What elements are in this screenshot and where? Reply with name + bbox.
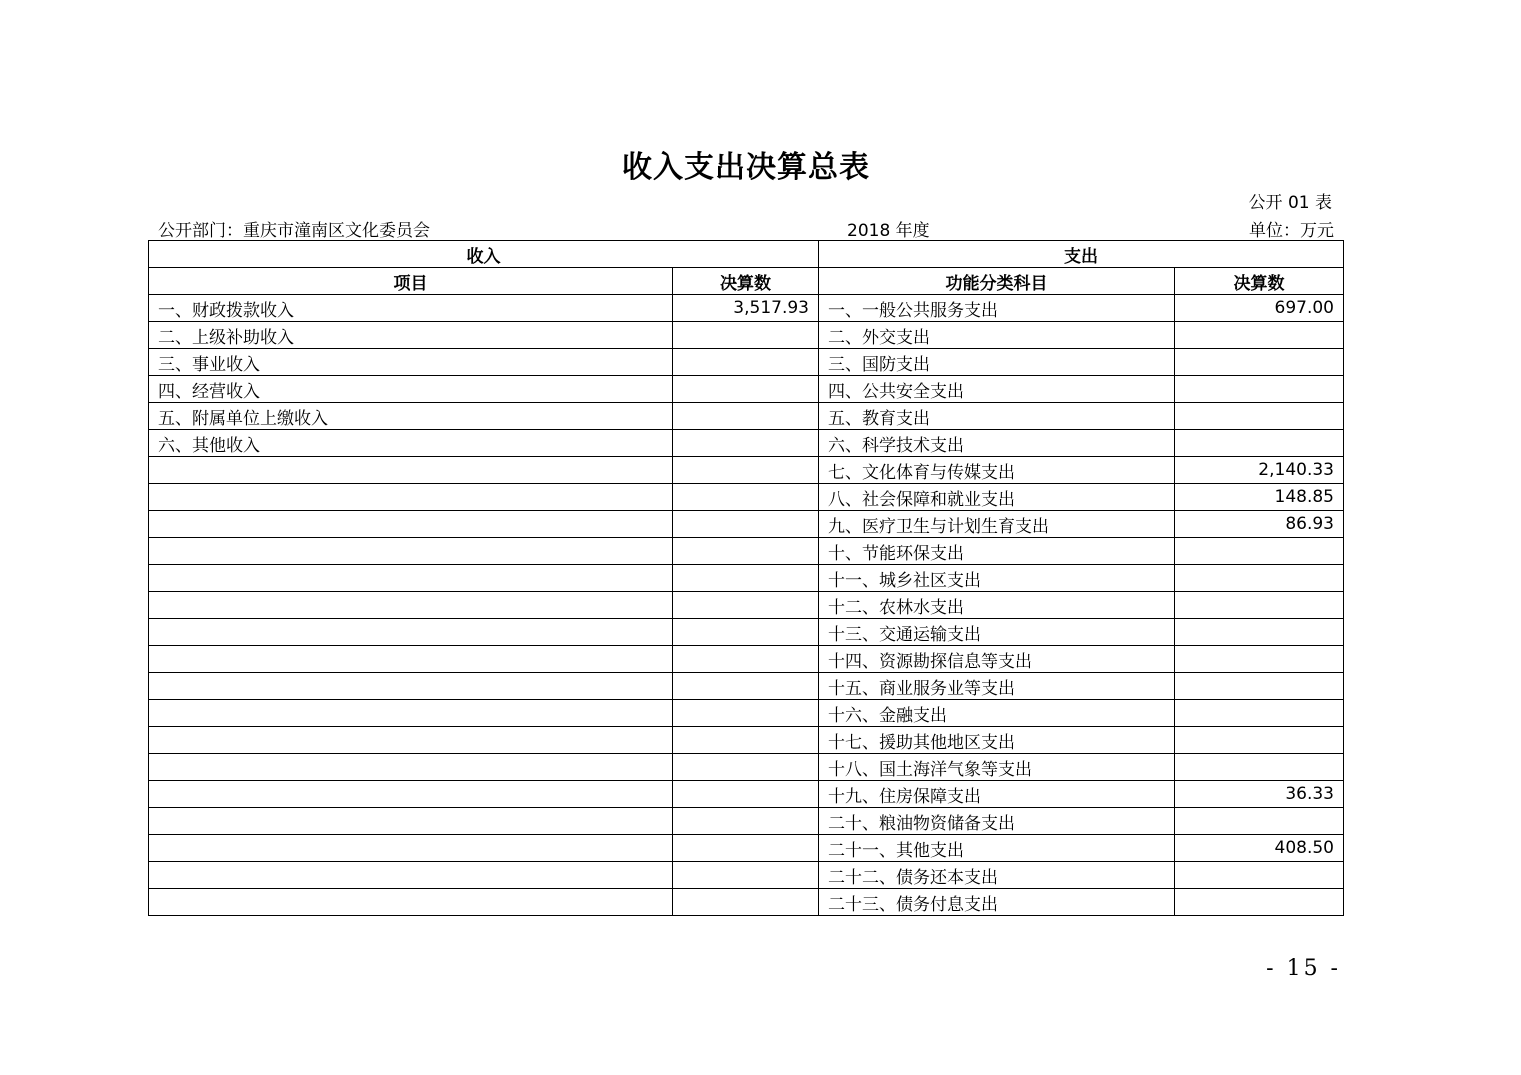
income-amount-cell bbox=[673, 484, 819, 511]
expense-amount-cell bbox=[1175, 403, 1344, 430]
table-row bbox=[149, 511, 1344, 538]
expense-item-cell: 十七、援助其他地区支出 bbox=[819, 727, 1175, 754]
table-row bbox=[149, 673, 1344, 700]
income-item-cell bbox=[149, 754, 673, 781]
expense-item-cell: 五、教育支出 bbox=[819, 403, 1175, 430]
table-row bbox=[149, 781, 1344, 808]
expense-item-cell: 十五、商业服务业等支出 bbox=[819, 673, 1175, 700]
table-row bbox=[149, 592, 1344, 619]
income-item-cell: 三、事业收入 bbox=[149, 349, 673, 376]
expense-item-cell: 二十三、债务付息支出 bbox=[819, 889, 1175, 916]
expense-amount-cell bbox=[1175, 592, 1344, 619]
income-item-cell bbox=[149, 781, 673, 808]
income-item-cell bbox=[149, 727, 673, 754]
expense-item-cell: 十八、国土海洋气象等支出 bbox=[819, 754, 1175, 781]
table-row bbox=[149, 484, 1344, 511]
expense-item-cell: 一、一般公共服务支出 bbox=[819, 295, 1175, 322]
income-item-cell bbox=[149, 700, 673, 727]
income-amount-cell bbox=[673, 808, 819, 835]
expense-item-cell: 九、医疗卫生与计划生育支出 bbox=[819, 511, 1175, 538]
income-amount-cell bbox=[673, 430, 819, 457]
income-item-cell bbox=[149, 646, 673, 673]
expense-amount-cell: 86.93 bbox=[1175, 511, 1344, 538]
income-amount-cell bbox=[673, 565, 819, 592]
income-amount-cell bbox=[673, 322, 819, 349]
income-amount-cell bbox=[673, 376, 819, 403]
table-row bbox=[149, 376, 1344, 403]
expense-item-cell: 十一、城乡社区支出 bbox=[819, 565, 1175, 592]
income-item-cell bbox=[149, 511, 673, 538]
table-row bbox=[149, 835, 1344, 862]
table-row bbox=[149, 430, 1344, 457]
table-row bbox=[149, 646, 1344, 673]
table-row bbox=[149, 889, 1344, 916]
income-item-cell bbox=[149, 592, 673, 619]
expense-amount-cell bbox=[1175, 754, 1344, 781]
table-row bbox=[149, 619, 1344, 646]
expense-item-cell: 十二、农林水支出 bbox=[819, 592, 1175, 619]
income-amount-cell bbox=[673, 700, 819, 727]
income-item-cell: 五、附属单位上缴收入 bbox=[149, 403, 673, 430]
table-row bbox=[149, 565, 1344, 592]
income-amount-cell bbox=[673, 592, 819, 619]
income-amount-cell bbox=[673, 457, 819, 484]
income-amount-cell bbox=[673, 646, 819, 673]
income-amount-cell bbox=[673, 889, 819, 916]
income-item-cell bbox=[149, 538, 673, 565]
income-section-header: 收入 bbox=[149, 241, 819, 268]
expense-amount-header: 决算数 bbox=[1175, 268, 1344, 295]
income-amount-cell bbox=[673, 781, 819, 808]
income-amount-cell bbox=[673, 835, 819, 862]
income-item-cell bbox=[149, 808, 673, 835]
income-amount-cell bbox=[673, 673, 819, 700]
income-item-cell bbox=[149, 835, 673, 862]
income-amount-header: 决算数 bbox=[673, 268, 819, 295]
fiscal-year-label: 2018 年度 bbox=[847, 221, 930, 241]
expense-amount-cell bbox=[1175, 538, 1344, 565]
expense-item-cell: 二、外交支出 bbox=[819, 322, 1175, 349]
table-row bbox=[149, 700, 1344, 727]
expense-item-cell: 七、文化体育与传媒支出 bbox=[819, 457, 1175, 484]
table-body bbox=[149, 295, 1344, 916]
income-item-cell bbox=[149, 889, 673, 916]
income-item-cell: 四、经营收入 bbox=[149, 376, 673, 403]
expense-amount-cell bbox=[1175, 619, 1344, 646]
expense-amount-cell: 408.50 bbox=[1175, 835, 1344, 862]
page-title: 收入支出决算总表 bbox=[622, 150, 870, 185]
income-item-cell bbox=[149, 673, 673, 700]
income-amount-cell bbox=[673, 862, 819, 889]
table-row bbox=[149, 403, 1344, 430]
income-amount-cell bbox=[673, 754, 819, 781]
expense-item-cell: 二十、粮油物资储备支出 bbox=[819, 808, 1175, 835]
expense-amount-cell: 697.00 bbox=[1175, 295, 1344, 322]
expense-amount-cell: 148.85 bbox=[1175, 484, 1344, 511]
expense-amount-cell bbox=[1175, 430, 1344, 457]
table-row bbox=[149, 457, 1344, 484]
income-amount-cell bbox=[673, 538, 819, 565]
expense-item-cell: 十六、金融支出 bbox=[819, 700, 1175, 727]
table-row bbox=[149, 538, 1344, 565]
expense-amount-cell bbox=[1175, 862, 1344, 889]
column-header-row bbox=[149, 268, 1344, 295]
expense-amount-cell: 2,140.33 bbox=[1175, 457, 1344, 484]
expense-amount-cell bbox=[1175, 349, 1344, 376]
page-number: - 15 - bbox=[1266, 956, 1341, 981]
income-item-cell: 一、财政拨款收入 bbox=[149, 295, 673, 322]
expense-amount-cell bbox=[1175, 565, 1344, 592]
table-row bbox=[149, 862, 1344, 889]
income-amount-cell bbox=[673, 403, 819, 430]
income-item-cell bbox=[149, 565, 673, 592]
expense-amount-cell bbox=[1175, 376, 1344, 403]
meta-row bbox=[158, 216, 1334, 241]
expense-item-cell: 十、节能环保支出 bbox=[819, 538, 1175, 565]
income-item-cell bbox=[149, 484, 673, 511]
expense-item-cell: 十四、资源勘探信息等支出 bbox=[819, 646, 1175, 673]
table-row bbox=[149, 295, 1344, 322]
expense-amount-cell: 36.33 bbox=[1175, 781, 1344, 808]
expense-item-cell: 二十二、债务还本支出 bbox=[819, 862, 1175, 889]
income-item-cell bbox=[149, 619, 673, 646]
expense-item-cell: 八、社会保障和就业支出 bbox=[819, 484, 1175, 511]
expense-item-cell: 十三、交通运输支出 bbox=[819, 619, 1175, 646]
income-item-cell bbox=[149, 457, 673, 484]
expense-amount-cell bbox=[1175, 889, 1344, 916]
income-amount-cell: 3,517.93 bbox=[673, 295, 819, 322]
expense-amount-cell bbox=[1175, 646, 1344, 673]
expense-amount-cell bbox=[1175, 808, 1344, 835]
form-number: 公开 01 表 bbox=[1248, 193, 1332, 213]
income-amount-cell bbox=[673, 349, 819, 376]
expense-section-header: 支出 bbox=[819, 241, 1344, 268]
table-row bbox=[149, 349, 1344, 376]
expense-item-cell: 四、公共安全支出 bbox=[819, 376, 1175, 403]
income-amount-cell bbox=[673, 727, 819, 754]
expense-amount-cell bbox=[1175, 322, 1344, 349]
table-row bbox=[149, 727, 1344, 754]
table-row bbox=[149, 322, 1344, 349]
income-item-cell: 二、上级补助收入 bbox=[149, 322, 673, 349]
unit-label: 单位：万元 bbox=[1249, 221, 1334, 241]
income-item-cell bbox=[149, 862, 673, 889]
section-header-row bbox=[149, 241, 1344, 268]
table-row bbox=[149, 808, 1344, 835]
expense-amount-cell bbox=[1175, 727, 1344, 754]
table-row bbox=[149, 754, 1344, 781]
income-item-header: 项目 bbox=[149, 268, 673, 295]
expense-item-header: 功能分类科目 bbox=[819, 268, 1175, 295]
expense-item-cell: 二十一、其他支出 bbox=[819, 835, 1175, 862]
expense-item-cell: 六、科学技术支出 bbox=[819, 430, 1175, 457]
expense-amount-cell bbox=[1175, 673, 1344, 700]
budget-table bbox=[148, 240, 1344, 916]
department-label: 公开部门：重庆市潼南区文化委员会 bbox=[158, 221, 430, 241]
income-amount-cell bbox=[673, 511, 819, 538]
expense-item-cell: 三、国防支出 bbox=[819, 349, 1175, 376]
income-item-cell: 六、其他收入 bbox=[149, 430, 673, 457]
income-amount-cell bbox=[673, 619, 819, 646]
expense-amount-cell bbox=[1175, 700, 1344, 727]
expense-item-cell: 十九、住房保障支出 bbox=[819, 781, 1175, 808]
